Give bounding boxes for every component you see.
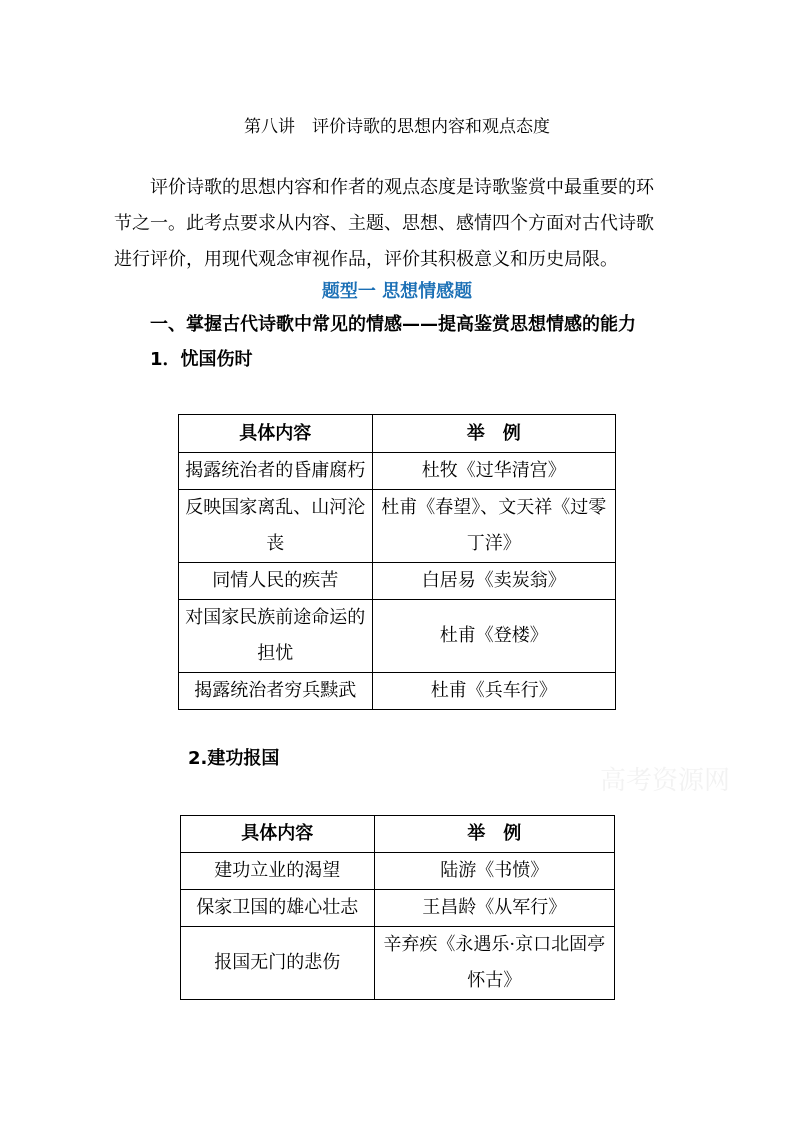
watermark: 高考资源网	[600, 766, 731, 796]
cell-content: 保家卫国的雄心壮志	[181, 890, 375, 927]
cell-example: 杜甫《登楼》	[372, 600, 615, 673]
table-header-row	[179, 415, 616, 453]
item-heading-worry-country: 1．忧国伤时	[150, 349, 253, 370]
table-header-row	[181, 816, 615, 853]
cell-content: 反映国家离乱、山河沦丧	[179, 490, 373, 563]
intro-paragraph	[114, 170, 690, 278]
cell-content: 建功立业的渴望	[181, 853, 375, 890]
item-heading-serve-country: 2.建功报国	[188, 748, 280, 769]
table-row	[179, 600, 616, 673]
section-heading: 题型一 思想情感题	[321, 281, 473, 302]
sub-heading: 一、掌握古代诗歌中常见的情感——提高鉴赏思想情感的能力	[150, 314, 636, 335]
document-title: 第八讲 评价诗歌的思想内容和观点态度	[244, 117, 550, 137]
table-row	[181, 927, 615, 1000]
cell-content: 揭露统治者的昏庸腐朽	[179, 453, 373, 490]
table-row	[179, 673, 616, 710]
table-row	[179, 490, 616, 563]
cell-example: 杜甫《兵车行》	[372, 673, 615, 710]
header-example: 举 例	[374, 816, 614, 853]
intro-line: 进行评价，用现代观念审视作品，评价其积极意义和历史局限。	[114, 249, 618, 270]
header-example: 举 例	[372, 415, 615, 453]
cell-example: 王昌龄《从军行》	[374, 890, 614, 927]
cell-example: 杜甫《春望》、文天祥《过零丁洋》	[372, 490, 615, 563]
cell-content: 对国家民族前途命运的担忧	[179, 600, 373, 673]
table-row	[181, 853, 615, 890]
table-serve-country	[180, 815, 615, 1000]
table-row	[181, 890, 615, 927]
cell-example: 白居易《卖炭翁》	[372, 563, 615, 600]
cell-example: 陆游《书愤》	[374, 853, 614, 890]
intro-line: 评价诗歌的思想内容和作者的观点态度是诗歌鉴赏中最重要的环	[150, 177, 654, 198]
table-row	[179, 563, 616, 600]
cell-example: 杜牧《过华清宫》	[372, 453, 615, 490]
cell-example: 辛弃疾《永遇乐·京口北固亭怀古》	[374, 927, 614, 1000]
cell-content: 同情人民的疾苦	[179, 563, 373, 600]
header-content: 具体内容	[179, 415, 373, 453]
table-worry-country	[178, 414, 616, 710]
cell-content: 揭露统治者穷兵黩武	[179, 673, 373, 710]
cell-content: 报国无门的悲伤	[181, 927, 375, 1000]
intro-line: 节之一。此考点要求从内容、主题、思想、感情四个方面对古代诗歌	[114, 213, 654, 234]
header-content: 具体内容	[181, 816, 375, 853]
table-row	[179, 453, 616, 490]
